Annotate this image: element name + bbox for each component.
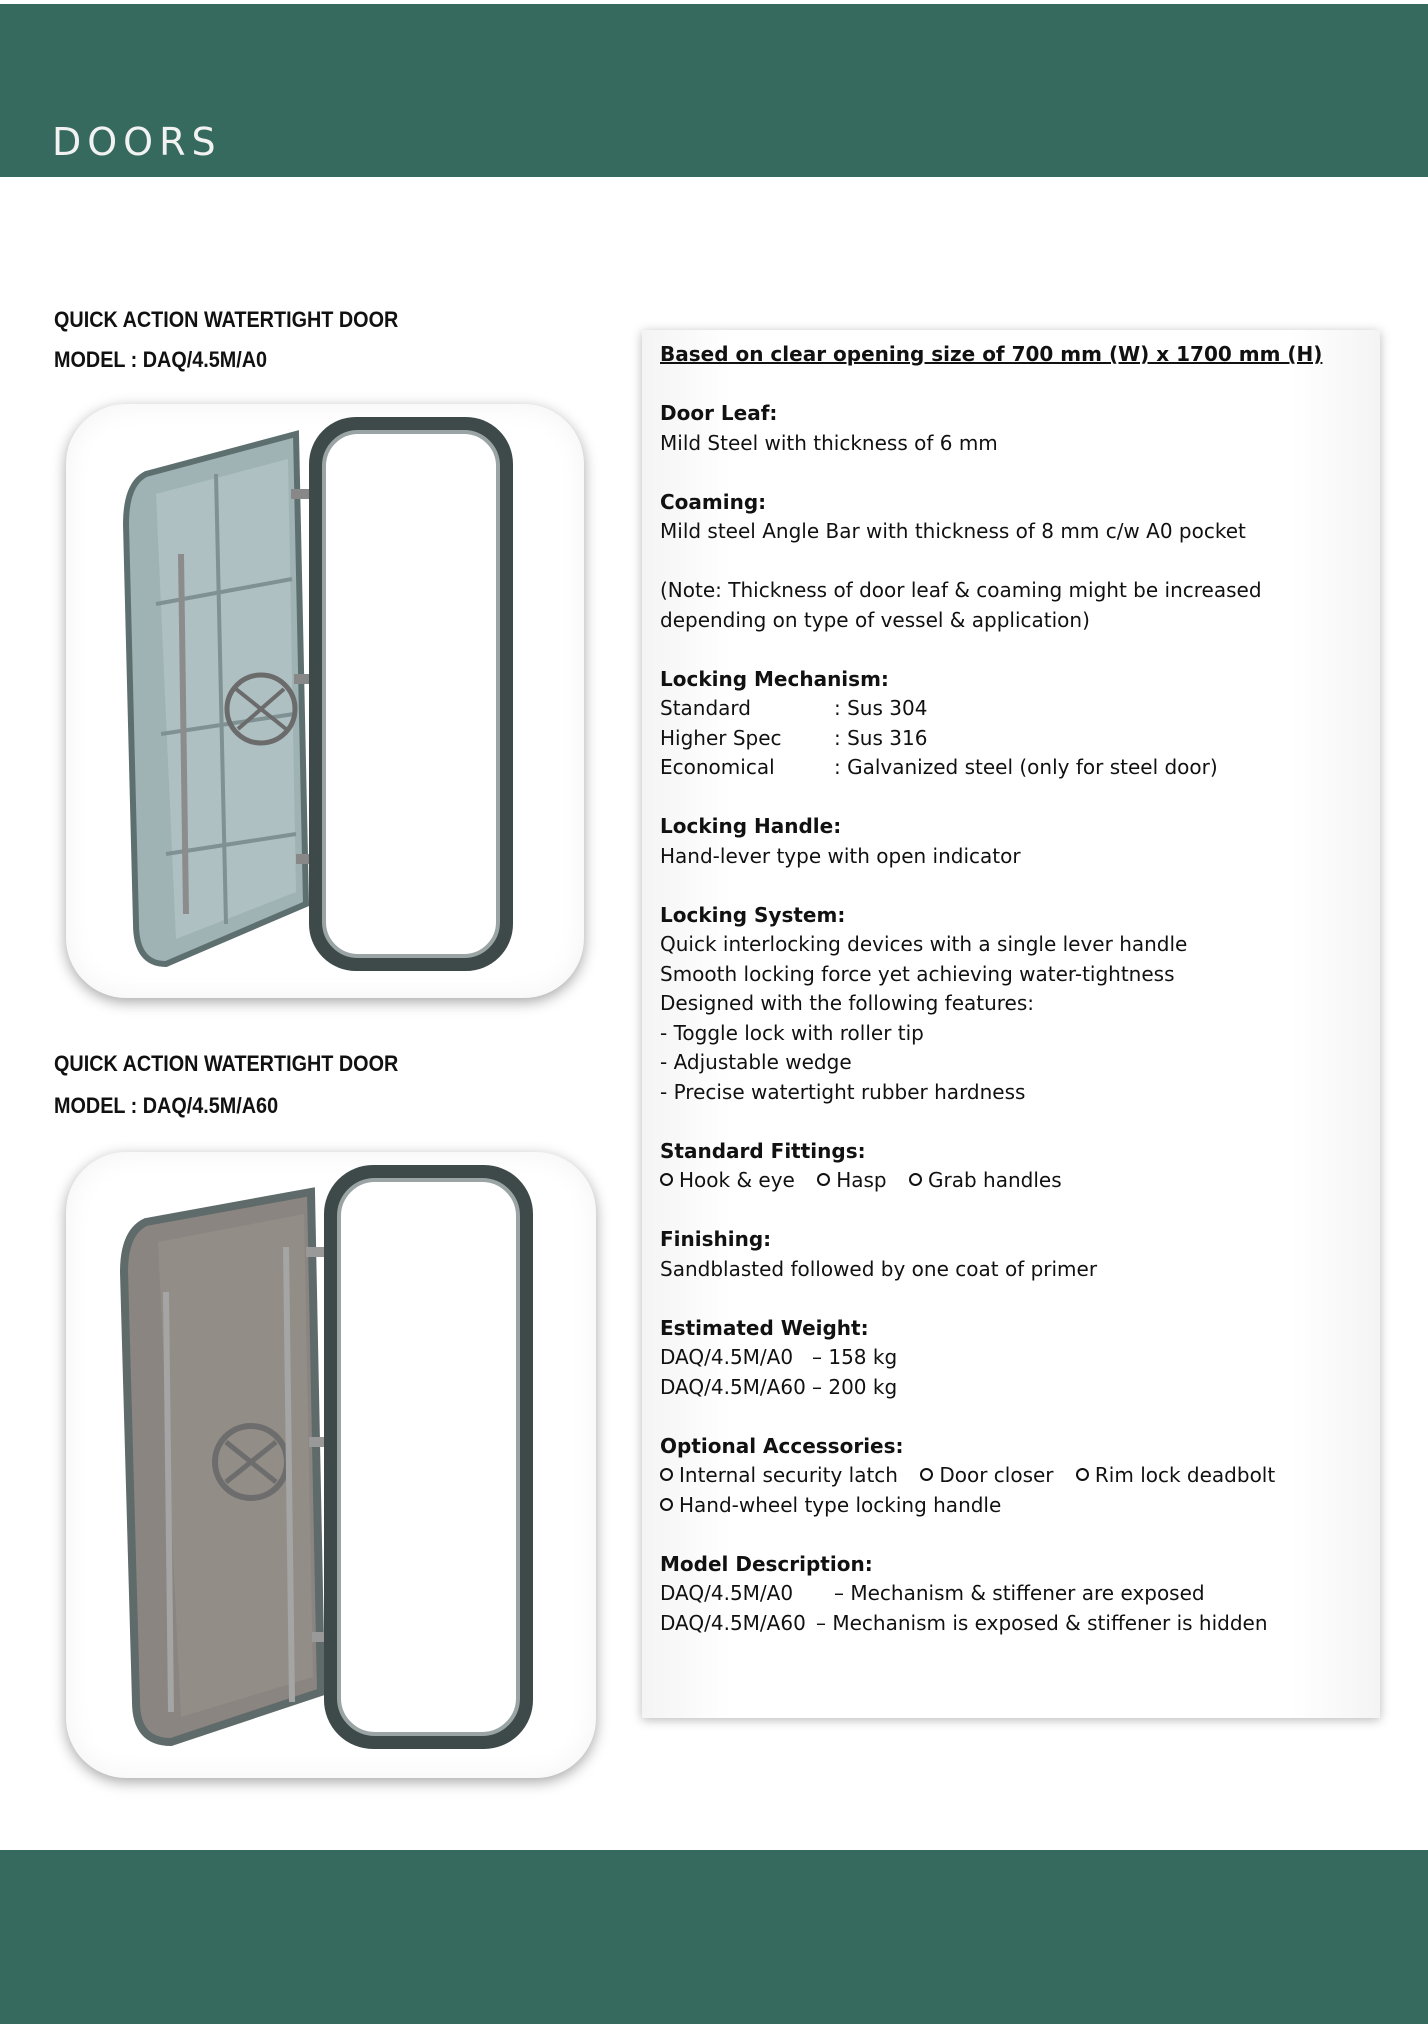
specification-panel [642,330,1380,1718]
finishing-text: Sandblasted followed by one coat of primer [660,1256,1098,1281]
locking-system-line: Smooth locking force yet achieving water-tightness [660,961,1175,986]
weight-row: DAQ/4.5M/A0 – 158 kg [660,1345,898,1369]
product-1-title: QUICK ACTION WATERTIGHT DOOR [54,307,399,332]
door-leaf-heading: Door Leaf: [660,401,778,425]
coaming-heading: Coaming: [660,489,767,514]
footer-banner [0,1850,1428,2024]
circle-bullet-icon [660,1468,673,1481]
locking-system-heading: Locking System: [660,902,846,927]
model-description-row: DAQ/4.5M/A60 – Mechanism is exposed & stiffener is hidden [660,1610,1268,1635]
header-banner [0,4,1428,177]
locking-system-line: Quick interlocking devices with a single lever handle [660,932,1188,956]
product-2-model: MODEL : DAQ/4.5M/A60 [54,1093,279,1118]
model-description-heading: Model Description: [660,1551,873,1576]
locking-system-line: Designed with the following features: [660,991,1035,1015]
optional-accessories-heading: Optional Accessories: [660,1433,904,1458]
locking-handle-heading: Locking Handle: [660,814,842,838]
locking-system-line: - Adjustable wedge [660,1050,852,1074]
circle-bullet-icon [660,1173,673,1186]
circle-bullet-icon [660,1498,673,1511]
door-leaf-text: Mild Steel with thickness of 6 mm [660,430,998,455]
standard-fittings-heading: Standard Fittings: [660,1138,866,1163]
finishing-heading: Finishing: [660,1227,772,1251]
model-description-row: DAQ/4.5M/A0 – Mechanism & stiffener are exposed [660,1581,1205,1605]
door-a60-illustration [66,1152,596,1778]
door-a0-illustration [66,404,584,998]
circle-bullet-icon [1076,1468,1089,1481]
locking-system-line: - Precise watertight rubber hardness [660,1079,1026,1104]
locking-mechanism-row: Standard : Sus 304 [660,696,928,720]
circle-bullet-icon [920,1468,933,1481]
circle-bullet-icon [817,1173,830,1186]
locking-mechanism-row: Economical : Galvanized steel (only for steel door) [660,755,1218,779]
optional-accessories-list: Internal security latch Door closer Rim lock deadbolt [660,1461,1370,1491]
product-2-title: QUICK ACTION WATERTIGHT DOOR [54,1051,399,1076]
weight-heading: Estimated Weight: [660,1315,869,1340]
circle-bullet-icon [909,1173,922,1186]
product-1-model: MODEL : DAQ/4.5M/A0 [54,347,268,372]
standard-fittings-list: Hook & eye Hasp Grab handles [660,1166,1370,1196]
locking-handle-text: Hand-lever type with open indicator [660,843,1021,868]
weight-row: DAQ/4.5M/A60 – 200 kg [660,1374,898,1399]
product-1-image [66,404,584,998]
page-title: DOORS [52,120,222,164]
locking-mechanism-row: Higher Spec : Sus 316 [660,725,928,750]
coaming-text: Mild steel Angle Bar with thickness of 8 mm c/w A0 pocket [660,519,1246,543]
thickness-note: (Note: Thickness of door leaf & coaming might be increased depending on type of vessel & application) [660,578,1262,632]
spec-basis: Based on clear opening size of 700 mm (W) x 1700 mm (H) [660,342,1323,366]
locking-mechanism-heading: Locking Mechanism: [660,666,889,691]
locking-system-line: - Toggle lock with roller tip [660,1020,924,1045]
optional-accessories-list: Hand-wheel type locking handle [660,1491,1370,1521]
product-2-image [66,1152,596,1778]
